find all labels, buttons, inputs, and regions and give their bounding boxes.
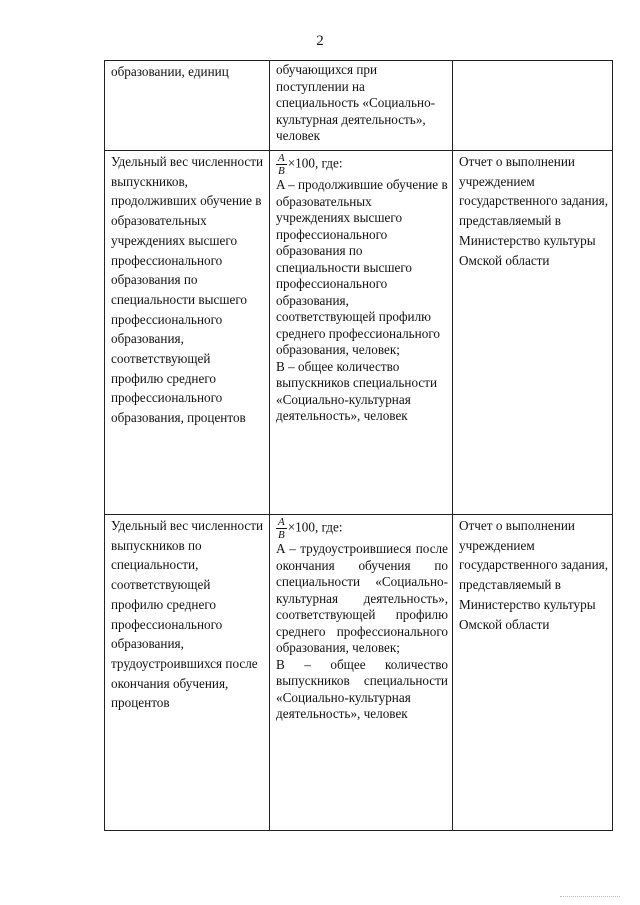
source-cell: Отчет о выполнении учреждением государственного задания, представляемый в Министерство культуры Омской области: [453, 515, 613, 831]
indicator-name-cell: Удельный вес численности выпускников по специальности, соответствующей профилю среднего профессионального образования, трудоустроившихся после окончания обучения, процентов: [105, 515, 270, 831]
source-cell: Отчет о выполнении учреждением государственного задания, представляемый в Министерство культуры Омской области: [453, 151, 613, 515]
table-row: [105, 515, 613, 831]
variable-b-description: B – общее количество выпускников специальности «Социально-культурная деятельность», человек: [276, 358, 438, 423]
fraction-numerator: A: [278, 516, 285, 528]
formula-suffix: ×100, где:: [287, 519, 343, 535]
fraction-numerator: A: [278, 152, 285, 164]
fraction-denominator: B: [278, 529, 285, 541]
scan-mark: [560, 896, 620, 897]
formula-suffix: ×100, где:: [287, 155, 343, 171]
variable-b-description: B – общее количество выпускников специальности «Социально-культурная деятельность», человек: [276, 656, 448, 721]
formula-cell: [270, 151, 453, 515]
fraction: [276, 152, 287, 177]
variable-a-description: A – продолжившие обучение в образовательных учреждениях высшего профессионального образования по специальности высшего профессионального образования, соответствующей профилю среднего профессионального образования, человек;: [276, 177, 448, 357]
variable-a-description: A – трудоустроившиеся после окончания обучения по специальности «Социально-культурная деятельность», соответствующей профилю среднего профессионального образования, человек;: [276, 541, 448, 655]
formula-cell: обучающихся при поступлении на специальность «Социально-культурная деятельность», человек: [270, 61, 453, 151]
indicator-name-cell: образовании, единиц: [105, 61, 270, 151]
table-row: [105, 151, 613, 515]
indicators-table: [104, 60, 613, 831]
formula: [276, 516, 448, 541]
fraction-denominator: B: [278, 165, 285, 177]
formula: [276, 152, 448, 177]
source-cell: [453, 61, 613, 151]
fraction: [276, 516, 287, 541]
indicator-name-cell: Удельный вес численности выпускников, продолживших обучение в образовательных учреждениях высшего профессионального образования по специальности высшего профессионального образования, соответствующей профилю среднего профессионального образования, процентов: [105, 151, 270, 515]
table-row: [105, 61, 613, 151]
page-number: 2: [316, 33, 324, 49]
formula-cell: [270, 515, 453, 831]
